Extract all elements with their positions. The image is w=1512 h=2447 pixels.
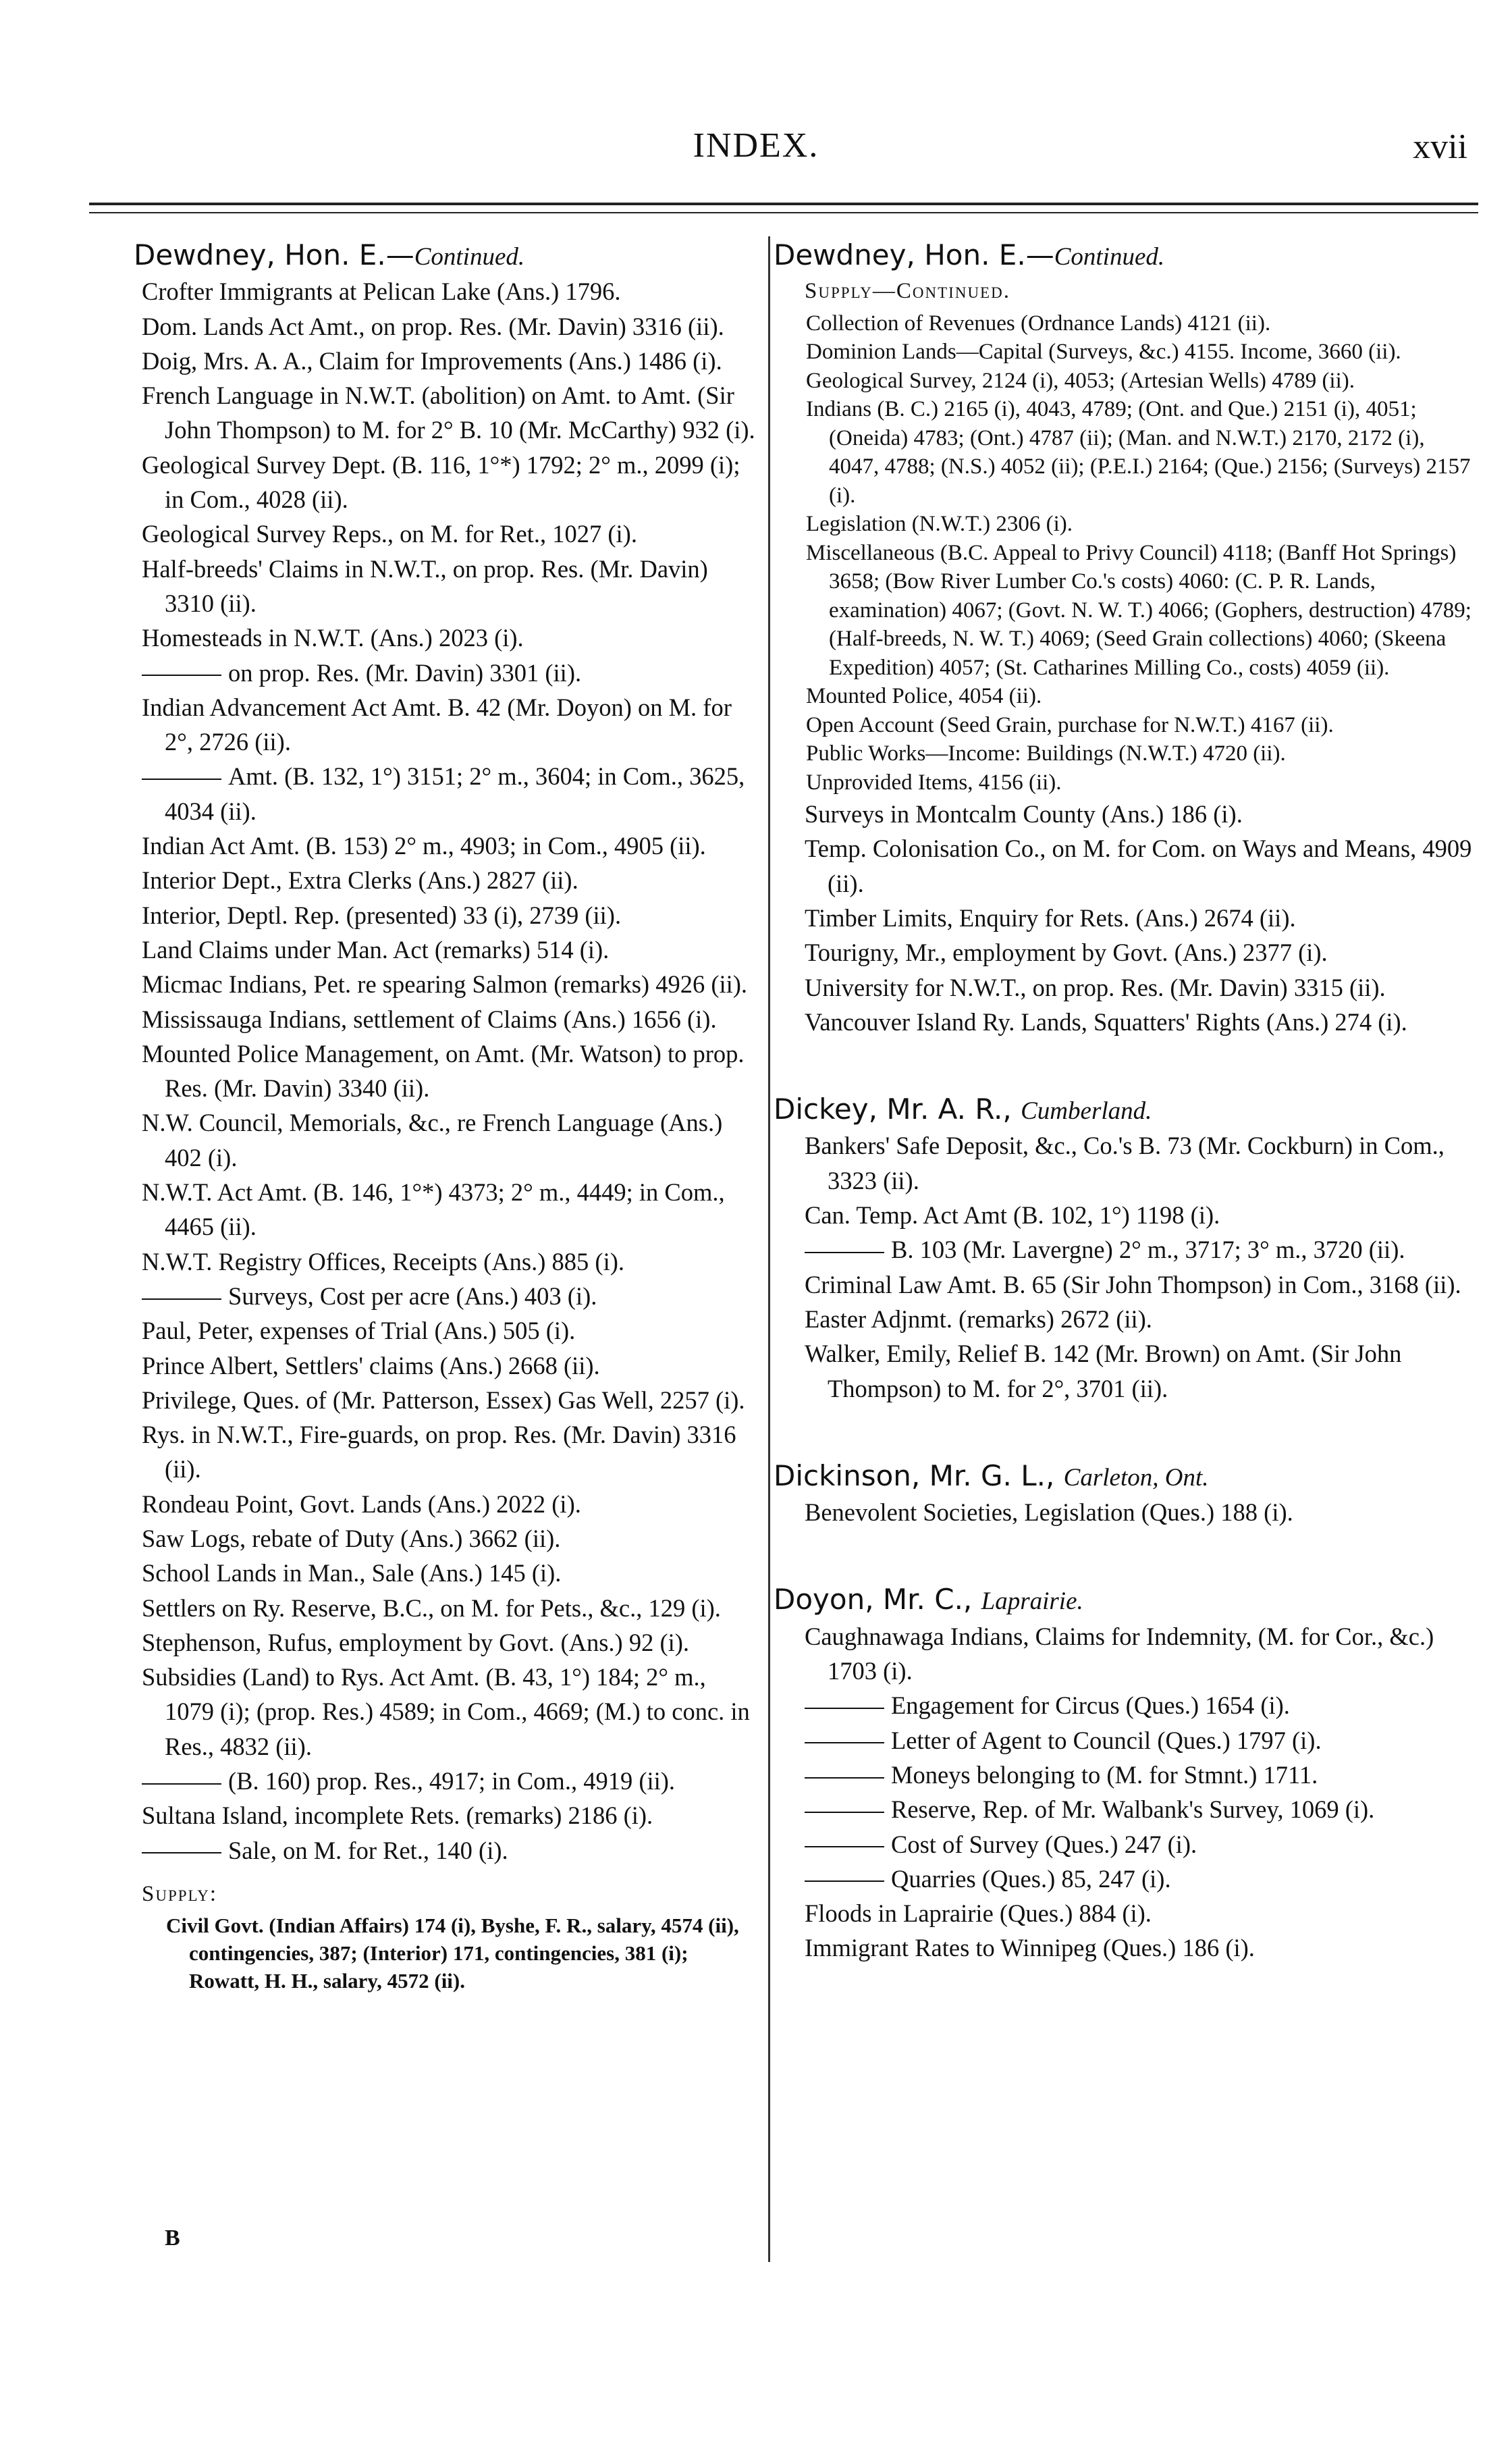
- index-entry: N.W.T. Registry Offices, Receipts (Ans.) 885 (i).: [142, 1247, 624, 1275]
- index-entry: Benevolent Societies, Legislation (Ques.) 188 (i).: [805, 1498, 1293, 1527]
- index-subentry: on prop. Res. (Mr. Davin) 3301 (ii).: [142, 656, 760, 690]
- index-entry: Privilege, Ques. of (Mr. Patterson, Essex) Gas Well, 2257 (i).: [142, 1386, 745, 1414]
- index-entry: Interior, Deptl. Rep. (presented) 33 (i), 2739 (ii).: [142, 901, 622, 929]
- index-entry: Subsidies (Land) to Rys. Act Amt. (B. 43, 1°) 184; 2° m., 1079 (i); (prop. Res.) 4589; in Com., 4669; (M.) to conc. in Res., 4832 (ii).: [142, 1663, 750, 1760]
- index-entry: University for N.W.T., on prop. Res. (Mr. Davin) 3315 (ii).: [805, 973, 1386, 1001]
- index-entry: N.W.T. Act Amt. (B. 146, 1°*) 4373; 2° m., 4449; in Com., 4465 (ii).: [142, 1178, 725, 1241]
- index-entry: Saw Logs, rebate of Duty (Ans.) 3662 (ii).: [142, 1524, 561, 1552]
- index-entry: Settlers on Ry. Reserve, B.C., on M. for Pets., &c., 129 (i).: [142, 1594, 721, 1622]
- supply-entry: Indians (B. C.) 2165 (i), 4043, 4789; (Ont. and Que.) 2151 (i), 4051; (Oneida) 4783; (Ont.) 4787 (ii); (Man. and N.W.T.) 2170, 2172 (i), 4047, 4788; (N.S.) 4052 (ii); (P.E.I.) 2164; (Que.) 2156; (Surveys) 2157 (i).: [806, 397, 1471, 508]
- index-entry: French Language in N.W.T. (abolition) on Amt. to Amt. (Sir John Thompson) to M. for 2° B. 10 (Mr. McCarthy) 932 (i).: [142, 381, 755, 444]
- index-subentry: Surveys, Cost per acre (Ans.) 403 (i).: [142, 1279, 760, 1313]
- page-number: xvii: [1413, 128, 1467, 166]
- header-rule: [89, 203, 1478, 205]
- index-entry: Temp. Colonisation Co., on M. for Com. on Ways and Means, 4909 (ii).: [805, 835, 1472, 897]
- index-entry: Surveys in Montcalm County (Ans.) 186 (i).: [805, 800, 1243, 828]
- index-subentry: Reserve, Rep. of Mr. Walbank's Survey, 1069 (i).: [805, 1792, 1480, 1826]
- index-subentry: Moneys belonging to (M. for Stmnt.) 1711.: [805, 1758, 1480, 1792]
- index-subentry: Cost of Survey (Ques.) 247 (i).: [805, 1827, 1480, 1862]
- index-entry: Interior Dept., Extra Clerks (Ans.) 2827 (ii).: [142, 866, 578, 895]
- left-column: [134, 238, 760, 1995]
- supply-entry: Public Works—Income: Buildings (N.W.T.) 4720 (ii).: [806, 741, 1286, 766]
- index-entry: Easter Adjnmt. (remarks) 2672 (ii).: [805, 1305, 1152, 1333]
- index-subentry: Sale, on M. for Ret., 140 (i).: [142, 1833, 760, 1868]
- supply-entry: Civil Govt. (Indian Affairs) 174 (i), Byshe, F. R., salary, 4574 (ii), contingencies, 387; (Interior) 171, contingencies, 381 (i); Rowatt, H. H., salary, 4572 (ii).: [166, 1914, 739, 1993]
- supply-entry: Open Account (Seed Grain, purchase for N.W.T.) 4167 (ii).: [806, 712, 1334, 737]
- index-entry: Can. Temp. Act Amt (B. 102, 1°) 1198 (i).: [805, 1201, 1220, 1230]
- index-entry: Caughnawaga Indians, Claims for Indemnity, (M. for Cor., &c.) 1703 (i).: [805, 1622, 1434, 1685]
- index-subentry: (B. 160) prop. Res., 4917; in Com., 4919 (ii).: [142, 1764, 760, 1798]
- index-entry: Vancouver Island Ry. Lands, Squatters' Rights (Ans.) 274 (i).: [805, 1007, 1407, 1036]
- index-entry: Immigrant Rates to Winnipeg (Ques.) 186 (i).: [805, 1934, 1255, 1962]
- index-entry: Walker, Emily, Relief B. 142 (Mr. Brown) on Amt. (Sir John Thompson) to M. for 2°, 3701 (ii).: [805, 1340, 1402, 1402]
- index-subentry: B. 103 (Mr. Lavergne) 2° m., 3717; 3° m., 3720 (ii).: [805, 1232, 1480, 1267]
- index-subentry: Engagement for Circus (Ques.) 1654 (i).: [805, 1688, 1480, 1722]
- index-entry: Indian Act Amt. (B. 153) 2° m., 4903; in Com., 4905 (ii).: [142, 832, 706, 860]
- index-entry: Geological Survey Dept. (B. 116, 1°*) 1792; 2° m., 2099 (i); in Com., 4028 (ii).: [142, 450, 740, 514]
- index-entry: Stephenson, Rufus, employment by Govt. (Ans.) 92 (i).: [142, 1628, 690, 1656]
- index-entry: Bankers' Safe Deposit, &c., Co.'s B. 73 (Mr. Cockburn) in Com., 3323 (ii).: [805, 1132, 1444, 1194]
- index-entry: Prince Albert, Settlers' claims (Ans.) 2668 (ii).: [142, 1351, 600, 1379]
- index-entry: Sultana Island, incomplete Rets. (remarks) 2186 (i).: [142, 1801, 653, 1830]
- member-heading: Doyon, Mr. C., Laprairie.: [774, 1583, 1083, 1616]
- member-heading: Dickey, Mr. A. R., Cumberland.: [774, 1093, 1152, 1126]
- index-entry: Doig, Mrs. A. A., Claim for Improvements (Ans.) 1486 (i).: [142, 346, 722, 375]
- index-entry: Floods in Laprairie (Ques.) 884 (i).: [805, 1899, 1152, 1928]
- supply-entry: Legislation (N.W.T.) 2306 (i).: [806, 512, 1073, 537]
- entry-heading: Dewdney, Hon. E.—Continued.: [774, 238, 1165, 271]
- supply-label: Supply:: [142, 1881, 218, 1906]
- supply-entry: Collection of Revenues (Ordnance Lands) 4121 (ii).: [806, 311, 1271, 336]
- index-entry: Homesteads in N.W.T. (Ans.) 2023 (i).: [142, 624, 524, 652]
- page-title: INDEX.: [693, 126, 819, 165]
- index-entry: Half-breeds' Claims in N.W.T., on prop. Res. (Mr. Davin) 3310 (ii).: [142, 554, 708, 617]
- index-entry: School Lands in Man., Sale (Ans.) 145 (i).: [142, 1559, 562, 1587]
- supply-label: Supply—Continued.: [805, 279, 1010, 304]
- signature-mark: B: [165, 2226, 180, 2251]
- index-entry: Paul, Peter, expenses of Trial (Ans.) 505 (i).: [142, 1317, 576, 1345]
- index-entry: Crofter Immigrants at Pelican Lake (Ans.) 1796.: [142, 278, 621, 306]
- index-subentry: Amt. (B. 132, 1°) 3151; 2° m., 3604; in Com., 3625, 4034 (ii).: [142, 759, 760, 828]
- index-entry: Tourigny, Mr., employment by Govt. (Ans.) 2377 (i).: [805, 939, 1328, 967]
- index-entry: Criminal Law Amt. B. 65 (Sir John Thompson) in Com., 3168 (ii).: [805, 1270, 1461, 1298]
- index-entry: N.W. Council, Memorials, &c., re French Language (Ans.) 402 (i).: [142, 1109, 723, 1172]
- index-entry: Rondeau Point, Govt. Lands (Ans.) 2022 (i).: [142, 1490, 581, 1518]
- supply-entry: Unprovided Items, 4156 (ii).: [806, 770, 1062, 795]
- index-entry: Land Claims under Man. Act (remarks) 514 (i).: [142, 935, 610, 964]
- index-subentry: Quarries (Ques.) 85, 247 (i).: [805, 1862, 1480, 1896]
- index-entry: Geological Survey Reps., on M. for Ret., 1027 (i).: [142, 520, 637, 548]
- entry-heading: Dewdney, Hon. E.—Continued.: [134, 238, 525, 271]
- header-rule-thin: [89, 212, 1478, 213]
- supply-entry: Geological Survey, 2124 (i), 4053; (Artesian Wells) 4789 (ii).: [806, 368, 1355, 393]
- supply-entry: Dominion Lands—Capital (Surveys, &c.) 4155. Income, 3660 (ii).: [806, 340, 1401, 365]
- column-divider: [768, 236, 770, 2262]
- index-entry: Mounted Police Management, on Amt. (Mr. Watson) to prop. Res. (Mr. Davin) 3340 (ii).: [142, 1039, 745, 1103]
- supply-entry: Mounted Police, 4054 (ii).: [806, 684, 1042, 709]
- index-entry: Timber Limits, Enquiry for Rets. (Ans.) 2674 (ii).: [805, 903, 1296, 932]
- index-entry: Indian Advancement Act Amt. B. 42 (Mr. Doyon) on M. for 2°, 2726 (ii).: [142, 693, 732, 756]
- supply-entry: Miscellaneous (B.C. Appeal to Privy Council) 4118; (Banff Hot Springs) 3658; (Bow River Lumber Co.'s costs) 4060: (C. P. R. Lands, examination) 4067; (Govt. N. W. T.) 4066; (Gophers, destruction) 4789; (Half-breeds, N. W. T.) 4069; (Seed Grain collections) 4060; (Skeena Expedition) 4057; (St. Catharines Milling Co., costs) 4059 (ii).: [806, 540, 1472, 680]
- member-heading: Dickinson, Mr. G. L., Carleton, Ont.: [774, 1458, 1209, 1492]
- index-subentry: Letter of Agent to Council (Ques.) 1797 (i).: [805, 1723, 1480, 1758]
- index-entry: Rys. in N.W.T., Fire-guards, on prop. Res. (Mr. Davin) 3316 (ii).: [142, 1421, 736, 1483]
- right-column: [774, 238, 1480, 1966]
- index-entry: Mississauga Indians, settlement of Claims (Ans.) 1656 (i).: [142, 1005, 717, 1033]
- index-entry: Micmac Indians, Pet. re spearing Salmon (remarks) 4926 (ii).: [142, 970, 748, 999]
- index-entry: Dom. Lands Act Amt., on prop. Res. (Mr. Davin) 3316 (ii).: [142, 312, 724, 340]
